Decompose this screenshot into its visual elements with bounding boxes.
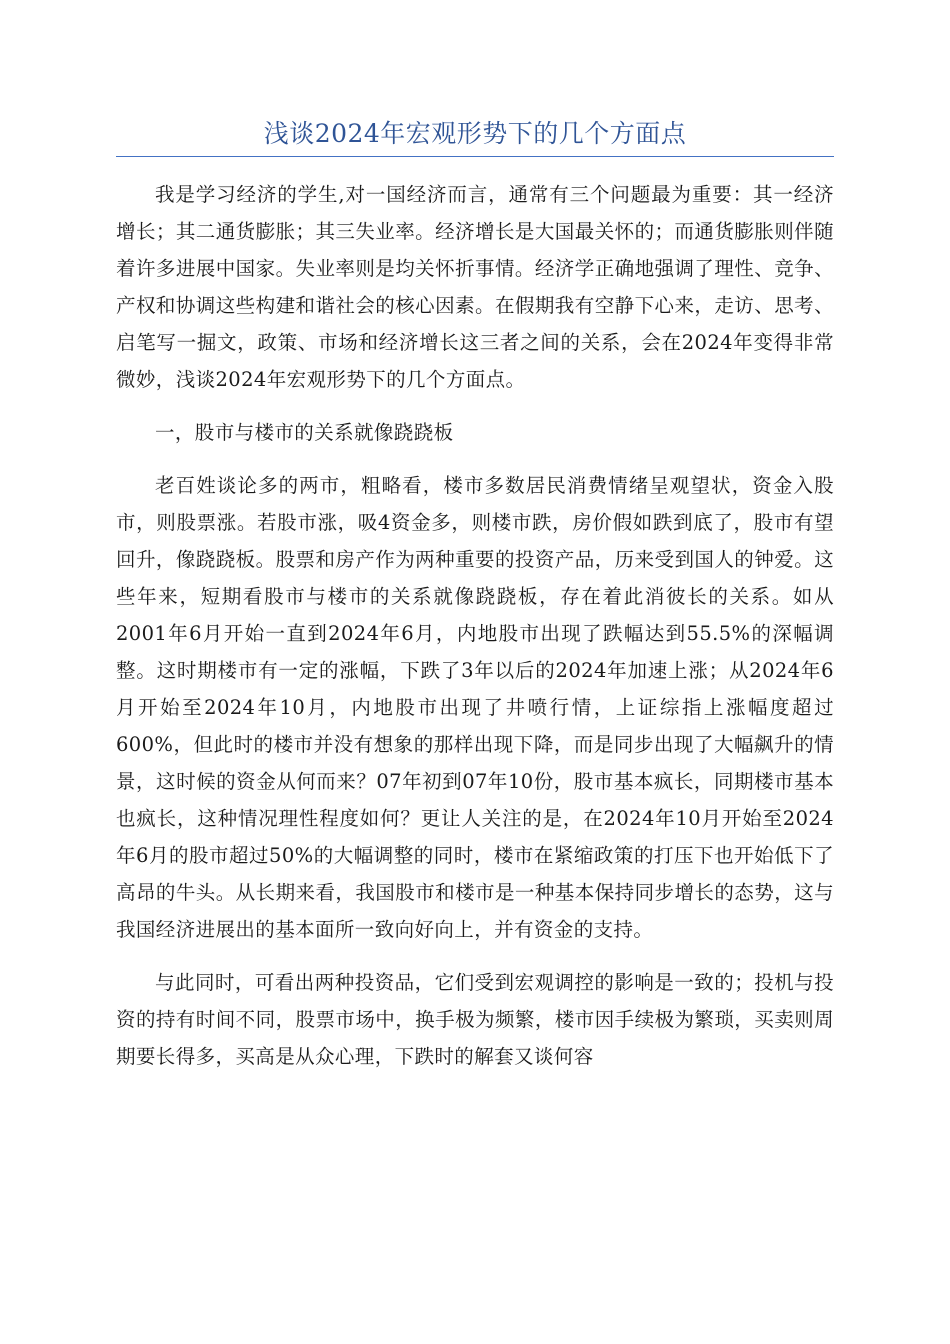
- section-heading: 一，股市与楼市的关系就像跷跷板: [155, 421, 454, 444]
- title-bar: [116, 112, 834, 157]
- body-paragraph: 与此同时，可看出两种投资品，它们受到宏观调控的影响是一致的；投机与投资的持有时间不同，股票市场中，换手极为频繁，楼市因手续极为繁琐，买卖则周期要长得多，买高是从众心理，下跌时的解套又谈何容: [116, 971, 834, 1068]
- document-body: [116, 176, 834, 1091]
- document-title: 浅谈2024年宏观形势下的几个方面点: [263, 119, 687, 148]
- intro-paragraph: 我是学习经济的学生,对一国经济而言，通常有三个问题最为重要：其一经济增长；其二通货膨胀；其三失业率。经济增长是大国最关怀的；而通货膨胀则伴随着许多进展中国家。失业率则是均关怀折事情。经济学正确地强调了理性、竞争、产权和协调这些构建和谐社会的核心因素。在假期我有空静下心来，走访、思考、启笔写一掘文，政策、市场和经济增长这三者之间的关系，会在2024年变得非常微妙，浅谈2024年宏观形势下的几个方面点。: [116, 183, 834, 391]
- body-paragraph: 老百姓谈论多的两市，粗略看，楼市多数居民消费情绪呈观望状，资金入股市，则股票涨。若股市涨，吸4资金多，则楼市跌，房价假如跌到底了，股市有望回升，像跷跷板。股票和房产作为两种重要的投资产品，历来受到国人的钟爱。这些年来，短期看股市与楼市的关系就像跷跷板，存在着此消彼长的关系。如从2001年6月开始一直到2024年6月，内地股市出现了跌幅达到55.5%的深幅调整。这时期楼市有一定的涨幅，下跌了3年以后的2024年加速上涨；从2024年6月开始至2024年10月，内地股市出现了井喷行情，上证综指上涨幅度超过600%，但此时的楼市并没有想象的那样出现下降，而是同步出现了大幅飙升的情景，这时候的资金从何而来？07年初到07年10份，股市基本疯长，同期楼市基本也疯长，这种情况理性程度如何？更让人关注的是，在2024年10月开始至2024年6月的股市超过50%的大幅调整的同时，楼市在紧缩政策的打压下也开始低下了高昂的牛头。从长期来看，我国股市和楼市是一种基本保持同步增长的态势，这与我国经济进展出的基本面所一致向好向上，并有资金的支持。: [116, 474, 834, 941]
